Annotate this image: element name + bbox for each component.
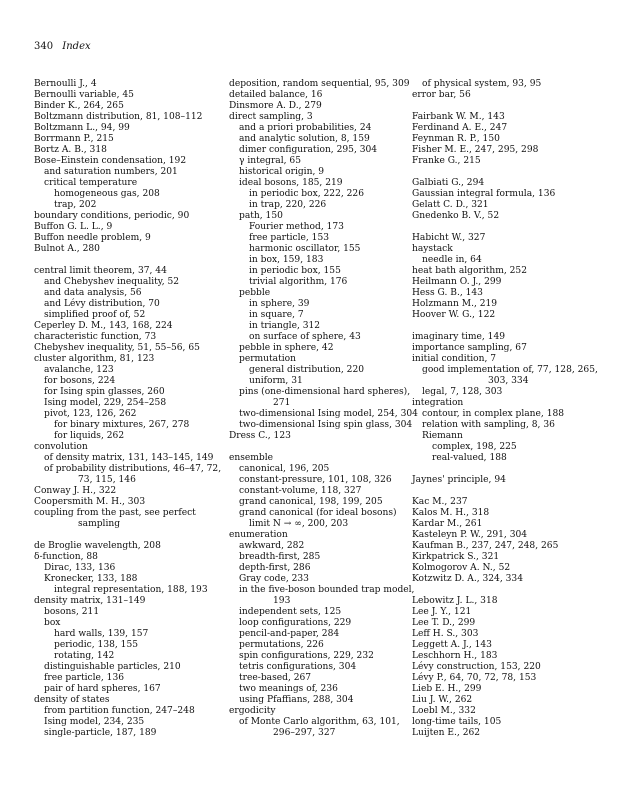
index-subentry: pair of hard spheres, 167 xyxy=(44,684,161,694)
index-subentry: and Chebyshev inequality, 52 xyxy=(44,277,180,287)
index-entry: boundary conditions, periodic, 90 xyxy=(34,211,190,221)
index-subentry: 73, 115, 146 xyxy=(78,475,136,485)
index-entry: cluster algorithm, 81, 123 xyxy=(34,354,155,364)
index-entry: direct sampling, 3 xyxy=(229,112,313,122)
index-subentry: spin configurations, 229, 232 xyxy=(239,651,374,661)
index-subentry: pebble in sphere, 42 xyxy=(239,343,334,353)
index-subentry: ideal bosons, 185, 219 xyxy=(239,178,343,188)
index-entry: Hess G. B., 143 xyxy=(412,288,483,298)
index-entry: Leschhorn H., 183 xyxy=(412,651,498,661)
index-entry: Ferdinand A. E., 247 xyxy=(412,123,508,133)
page-title: Index xyxy=(62,41,91,52)
index-subentry: of Monte Carlo algorithm, 63, 101, xyxy=(239,717,400,727)
index-subentry: for Ising spin glasses, 260 xyxy=(44,387,165,397)
index-subentry: in square, 7 xyxy=(249,310,304,320)
index-subentry: pencil-and-paper, 284 xyxy=(239,629,340,639)
index-subentry: periodic, 138, 155 xyxy=(54,640,139,650)
index-entry: Lee T. D., 299 xyxy=(412,618,476,628)
index-entry: Gnedenko B. V., 52 xyxy=(412,211,500,221)
index-subentry: 303, 334 xyxy=(488,376,529,386)
index-entry: detailed balance, 16 xyxy=(229,90,323,100)
index-entry: Lee J. Y., 121 xyxy=(412,607,472,617)
index-subentry: tree-based, 267 xyxy=(239,673,312,683)
index-entry: Bose–Einstein condensation, 192 xyxy=(34,156,187,166)
index-entry: Kotzwitz D. A., 324, 334 xyxy=(412,574,523,584)
index-subentry: pivot, 123, 126, 262 xyxy=(44,409,137,419)
index-subentry: homogeneous gas, 208 xyxy=(54,189,160,199)
index-subentry: pins (one-dimensional hard spheres), xyxy=(239,387,411,397)
index-subentry: for bosons, 224 xyxy=(44,376,116,386)
index-entry: Dress C., 123 xyxy=(229,431,291,441)
index-letter-gap xyxy=(412,486,602,497)
index-entry: Luijten E., 262 xyxy=(412,728,481,738)
index-letter-gap xyxy=(412,101,602,112)
index-subentry: and saturation numbers, 201 xyxy=(44,167,178,177)
index-entry: haystack xyxy=(412,244,453,254)
index-subentry: limit N → ∞, 200, 203 xyxy=(249,519,349,529)
index-subentry: pebble xyxy=(239,288,271,298)
index-entry: Galbiati G., 294 xyxy=(412,178,485,188)
index-letter-gap xyxy=(229,442,407,453)
index-entry: Lebowitz J. L., 318 xyxy=(412,596,498,606)
index-entry: Coopersmith M. H., 303 xyxy=(34,497,146,507)
index-subentry: complex, 198, 225 xyxy=(432,442,517,452)
index-subentry: of probability distributions, 46–47, 72, xyxy=(44,464,222,474)
index-letter-gap xyxy=(412,222,602,233)
index-entry: de Broglie wavelength, 208 xyxy=(34,541,161,551)
index-entry: Lévy P., 64, 70, 72, 78, 153 xyxy=(412,673,537,683)
index-subentry: and data analysis, 56 xyxy=(44,288,142,298)
index-subentry: uniform, 31 xyxy=(249,376,303,386)
index-entry: Leff H. S., 303 xyxy=(412,629,479,639)
index-subentry: Ising model, 229, 254–258 xyxy=(44,398,167,408)
index-entry: Gaussian integral formula, 136 xyxy=(412,189,556,199)
index-entry: error bar, 56 xyxy=(412,90,471,100)
index-subentry: free particle, 136 xyxy=(44,673,125,683)
index-entry: Hoover W. G., 122 xyxy=(412,310,496,320)
index-subentry: canonical, 196, 205 xyxy=(239,464,330,474)
page-header xyxy=(34,41,91,52)
page-number: 340 xyxy=(34,41,54,52)
index-subentry: harmonic oscillator, 155 xyxy=(249,244,361,254)
index-subentry: historical origin, 9 xyxy=(239,167,325,177)
index-entry: Binder K., 264, 265 xyxy=(34,101,124,111)
index-entry: Gelatt C. D., 321 xyxy=(412,200,489,210)
index-letter-gap xyxy=(412,167,602,178)
index-subentry: awkward, 282 xyxy=(239,541,305,551)
index-subentry: path, 150 xyxy=(239,211,283,221)
index-subentry: bosons, 211 xyxy=(44,607,100,617)
index-subentry: constant-volume, 118, 327 xyxy=(239,486,362,496)
index-column-3 xyxy=(412,79,602,739)
index-subentry: 193 xyxy=(273,596,291,606)
index-subentry: breadth-first, 285 xyxy=(239,552,321,562)
index-entry: Lévy construction, 153, 220 xyxy=(412,662,541,672)
index-entry: enumeration xyxy=(229,530,288,540)
index-column-2 xyxy=(229,79,418,739)
index-entry: Feynman R. P., 150 xyxy=(412,134,500,144)
index-entry: Boltzmann L., 94, 99 xyxy=(34,123,130,133)
index-entry: δ-function, 88 xyxy=(34,552,98,562)
index-subentry: integral representation, 188, 193 xyxy=(54,585,208,595)
index-entry: long-time tails, 105 xyxy=(412,717,502,727)
index-entry: Kolmogorov A. N., 52 xyxy=(412,563,511,573)
index-entry: importance sampling, 67 xyxy=(412,343,527,353)
index-subentry: general distribution, 220 xyxy=(249,365,365,375)
index-subentry: in periodic box, 155 xyxy=(249,266,341,276)
index-letter-gap xyxy=(34,255,216,266)
index-entry: Habicht W., 327 xyxy=(412,233,486,243)
index-subentry: in box, 159, 183 xyxy=(249,255,324,265)
index-subentry: box xyxy=(44,618,61,628)
index-entry: Fairbank W. M., 143 xyxy=(412,112,505,122)
index-entry: Bernoulli variable, 45 xyxy=(34,90,134,100)
index-subentry: dimer configuration, 295, 304 xyxy=(239,145,378,155)
index-entry: Boltzmann distribution, 81, 108–112 xyxy=(34,112,203,122)
index-entry: coupling from the past, see perfect xyxy=(34,508,196,518)
index-subentry: constant-pressure, 101, 108, 326 xyxy=(239,475,392,485)
index-entry: Franke G., 215 xyxy=(412,156,481,166)
index-subentry: good implementation of, 77, 128, 265, xyxy=(422,365,598,375)
index-subentry: Gray code, 233 xyxy=(239,574,309,584)
index-letter-gap xyxy=(34,530,216,541)
index-subentry: permutation xyxy=(239,354,297,364)
index-subentry: grand canonical, 198, 199, 205 xyxy=(239,497,383,507)
index-subentry: γ integral, 65 xyxy=(239,156,301,166)
index-entry: Holzmann M., 219 xyxy=(412,299,498,309)
index-subentry: in periodic box, 222, 226 xyxy=(249,189,365,199)
index-entry: Lieb E. H., 299 xyxy=(412,684,482,694)
index-subentry: for liquids, 262 xyxy=(54,431,125,441)
index-entry: ensemble xyxy=(229,453,274,463)
index-entry: Dinsmore A. D., 279 xyxy=(229,101,322,111)
index-entry: Buffon needle problem, 9 xyxy=(34,233,151,243)
index-subentry: two meanings of, 236 xyxy=(239,684,338,694)
index-entry: deposition, random sequential, 95, 309 xyxy=(229,79,410,89)
index-column-1 xyxy=(34,79,222,739)
index-subentry: rotating, 142 xyxy=(54,651,115,661)
index-entry: density matrix, 131–149 xyxy=(34,596,146,606)
index-subentry: of density matrix, 131, 143–145, 149 xyxy=(44,453,214,463)
index-subentry: trap, 202 xyxy=(54,200,97,210)
index-entry: Bortz A. B., 318 xyxy=(34,145,107,155)
index-subentry: in triangle, 312 xyxy=(249,321,321,331)
index-subentry: permutations, 226 xyxy=(239,640,324,650)
index-subentry: Ising model, 234, 235 xyxy=(44,717,145,727)
index-subentry: for binary mixtures, 267, 278 xyxy=(54,420,190,430)
index-subentry: grand canonical (for ideal bosons) xyxy=(239,508,397,518)
index-subentry: 271 xyxy=(273,398,291,408)
index-entry: Heilmann O. J., 299 xyxy=(412,277,502,287)
index-entry: Kac M., 237 xyxy=(412,497,468,507)
index-letter-gap xyxy=(412,321,602,332)
index-entry: initial condition, 7 xyxy=(412,354,497,364)
index-subentry: from partition function, 247–248 xyxy=(44,706,195,716)
index-subentry: single-particle, 187, 189 xyxy=(44,728,157,738)
index-subentry: relation with sampling, 8, 36 xyxy=(422,420,555,430)
index-subentry: and a priori probabilities, 24 xyxy=(239,123,372,133)
index-subentry: trivial algorithm, 176 xyxy=(249,277,348,287)
index-subentry: two-dimensional Ising spin glass, 304 xyxy=(239,420,413,430)
index-entry: density of states xyxy=(34,695,110,705)
index-entry: ergodicity xyxy=(229,706,276,716)
index-entry: Kardar M., 261 xyxy=(412,519,483,529)
index-subentry: and Lévy distribution, 70 xyxy=(44,299,160,309)
index-entry: Leggett A. J., 143 xyxy=(412,640,492,650)
index-subentry: independent sets, 125 xyxy=(239,607,342,617)
index-subentry: hard walls, 139, 157 xyxy=(54,629,149,639)
index-entry: characteristic function, 73 xyxy=(34,332,157,342)
index-subentry: Kronecker, 133, 188 xyxy=(44,574,138,584)
index-subentry: in trap, 220, 226 xyxy=(249,200,327,210)
index-letter-gap xyxy=(412,585,602,596)
index-letter-gap xyxy=(412,464,602,475)
index-entry: Bulnot A., 280 xyxy=(34,244,100,254)
index-entry: heat bath algorithm, 252 xyxy=(412,266,528,276)
index-entry: Fisher M. E., 247, 295, 298 xyxy=(412,145,539,155)
index-entry: convolution xyxy=(34,442,88,452)
index-entry: Conway J. H., 322 xyxy=(34,486,117,496)
index-entry: Liu J. W., 262 xyxy=(412,695,473,705)
index-subentry: Fourier method, 173 xyxy=(249,222,344,232)
index-entry: Chebyshev inequality, 51, 55–56, 65 xyxy=(34,343,200,353)
index-subentry: tetris configurations, 304 xyxy=(239,662,357,672)
index-subentry: in the five-boson bounded trap model, xyxy=(239,585,415,595)
index-entry: Loebl M., 332 xyxy=(412,706,476,716)
index-entry: Bernoulli J., 4 xyxy=(34,79,97,89)
index-subentry: using Pfaffians, 288, 304 xyxy=(239,695,354,705)
index-subentry: distinguishable particles, 210 xyxy=(44,662,181,672)
index-subentry: legal, 7, 128, 303 xyxy=(422,387,503,397)
index-subentry: critical temperature xyxy=(44,178,138,188)
index-subentry: free particle, 153 xyxy=(249,233,330,243)
index-subentry: needle in, 64 xyxy=(422,255,482,265)
index-subentry: depth-first, 286 xyxy=(239,563,311,573)
index-subentry: contour, in complex plane, 188 xyxy=(422,409,565,419)
index-subentry: of physical system, 93, 95 xyxy=(422,79,542,89)
index-subentry: on surface of sphere, 43 xyxy=(249,332,361,342)
index-subentry: Riemann xyxy=(422,431,463,441)
index-entry: Kaufman B., 237, 247, 248, 265 xyxy=(412,541,559,551)
index-subentry: avalanche, 123 xyxy=(44,365,114,375)
index-subentry: 296–297, 327 xyxy=(273,728,336,738)
index-entry: Buffon G. L. L., 9 xyxy=(34,222,113,232)
index-subentry: loop configurations, 229 xyxy=(239,618,352,628)
index-subentry: and analytic solution, 8, 159 xyxy=(239,134,370,144)
index-entry: imaginary time, 149 xyxy=(412,332,506,342)
index-entry: Borrmann P., 215 xyxy=(34,134,114,144)
index-entry: integration xyxy=(412,398,464,408)
index-entry: Ceperley D. M., 143, 168, 224 xyxy=(34,321,173,331)
index-entry: Kasteleyn P. W., 291, 304 xyxy=(412,530,528,540)
index-entry: Jaynes' principle, 94 xyxy=(412,475,506,485)
index-subentry: simplified proof of, 52 xyxy=(44,310,146,320)
index-entry: Kirkpatrick S., 321 xyxy=(412,552,500,562)
index-subentry: Dirac, 133, 136 xyxy=(44,563,116,573)
index-subentry: real-valued, 188 xyxy=(432,453,507,463)
index-subentry: sampling xyxy=(78,519,121,529)
index-entry: central limit theorem, 37, 44 xyxy=(34,266,167,276)
index-subentry: two-dimensional Ising model, 254, 304 xyxy=(239,409,418,419)
index-entry: Kalos M. H., 318 xyxy=(412,508,490,518)
index-subentry: in sphere, 39 xyxy=(249,299,310,309)
